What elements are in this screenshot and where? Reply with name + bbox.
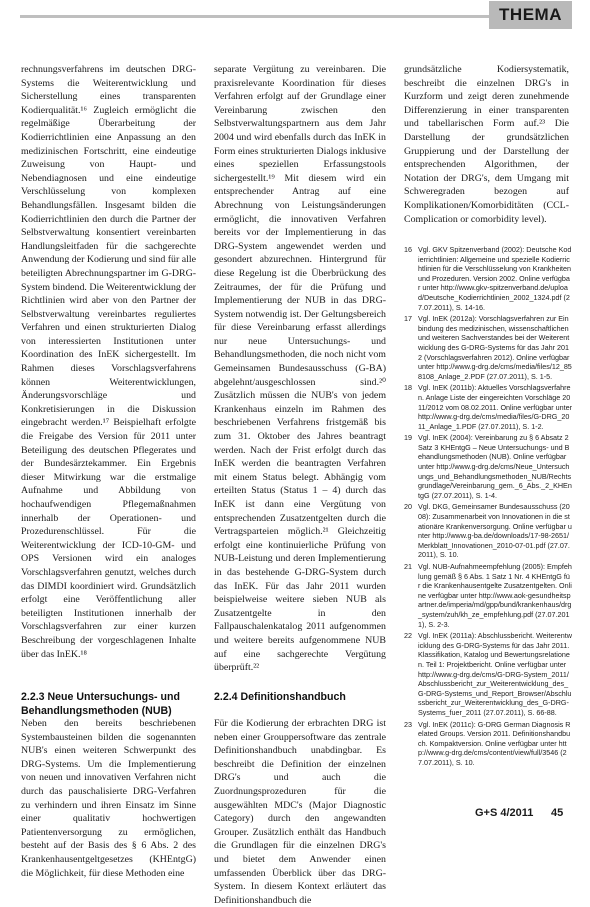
section-heading-nub: 2.2.3 Neue Untersuchungs- und Behandlungsmethoden (NUB): [21, 691, 180, 717]
footnote-text: Vgl. InEK (2011b): Aktuelles Vorschlagsverfahren. Anlage Liste der eingereichten Vorschläge 2011/2012 vom 08.02.2011. Online verfügbar unter http://www.g-drg.de/cms/media/files/G-DRG_2011_Anlage_1.PDF (27.07.2011), S. 1-2.: [418, 383, 572, 431]
footnote-number: 20: [404, 502, 412, 512]
footer-page-number: 45: [551, 807, 564, 819]
footnote-text: Vgl. InEK (2004): Vereinbarung zu § 6 Absatz 2 Satz 3 KHEntgG – Neue Untersuchungs- und Behandlungsmethoden (NUB). Online verfügbar unter http://www.g-drg.de/cms/Neue_Untersuchungs_und_Behandlungsmethoden_NUB/Rechtsgrundlage/Vereinbarung_gem._6_Abs._2_KHEntgG (27.07.2011), S. 1-4.: [418, 433, 572, 500]
footnote: [404, 502, 572, 560]
footnote-number: 23: [404, 719, 412, 729]
column-1: [21, 63, 196, 661]
footnote-text: Vgl. NUB-Aufnahmeempfehlung (2005): Empfehlung gemäß § 6 Abs. 1 Satz 1 Nr. 4 KHEntgG für die Krankenhausentgelte Zusatzentgelten. Online verfügbar unter http://www.aok-gesundheitspartner.de/imperia/md/gpp/bund/krankenhaus/drg_system/zuh/kh_ze_empfehlung.pdf (27.07.2011), S. 2-3.: [418, 562, 572, 629]
footer-magazine-issue: G+S 4/2011: [475, 807, 534, 819]
footnote: [404, 562, 572, 629]
column-3: [404, 63, 569, 226]
footnote-text: Vgl. GKV Spitzenverband (2002): Deutsche Kodierrichtlinien: Allgemeine und spezielle Kodierrichtlinien für die Verschlüsselung von Krankheiten und Prozeduren. Version 2002. Online verfügbar unter http://www.gkv-spitzenverband.de/upload/Deutsche_Kodierrichtlinien_2002_1324.pdf (27.07.2011), S. 14-16.: [418, 245, 572, 312]
footnote-number: 16: [404, 245, 412, 254]
column-3-text: grundsätzliche Kodiersystematik, beschreibt die einzelnen DRG's in Kurzform und zeigt deren zunehmende Differenzierung in einer transparenten und tabellarischen Form auf.²³ Die Darstellung der grundsätzlichen Gruppierung und der Darstellung der entsprechenden Algorithmen, der Notation der DRG's, dem Umgang mit Schweregraden bezogen auf Komplikationen/Komorbiditäten (CCL-Complication or comorbidity level).: [404, 64, 569, 225]
column-2-lower-text: Für die Kodierung der erbrachten DRG ist neben einer Grouppersoftware das zentrale Definitionshandbuch unabdingbar. Es beschreibt die Definition der einzelnen DRG's und auch die Zuordnungsprozeduren für die ausgewählten MDC's (Major Diagnostic Category) durch den angewandten Grouper. Zusätzlich enthält das Handbuch die Grundlagen für die einzelnen DRG's und bietet dem Anwender einen umfassenden Überblick über das DRG-System. In diesem Kontext erläutert das Definitionshandbuch die: [214, 718, 386, 906]
footnote: [404, 720, 572, 768]
column-1-lower-text: Neben den bereits beschriebenen Systembausteinen bilden die sogenannten NUB's einen weiteren Schwerpunkt des DRG-Systems. Um die Implementierung von neuen und innovativen Verfahren nicht durch das pauschalisierte DRG-Verfahren zu verhindern und ihren Einsatz im Sinne einer qualitativ hochwertigen Patientenversorgung zu ermöglichen, besteht auf der Basis des § 6 Abs. 2 des Krankenhausentgeltgesetzes (KHEntgG) die Möglichkeit, für diese Methoden eine: [21, 718, 196, 879]
footnotes: [404, 245, 572, 769]
footnote-text: Vgl. DKG, Gemeinsamer Bundesausschuss (2008): Zusammenarbeit von Innovationen in die stationäre Krankenversorgung. Online verfügbar unter http://www.g-ba.de/downloads/17-98-2651/Merkblatt_Innovationen_2010-07-01.pdf (27.07.2011), S. 10.: [418, 502, 572, 560]
footnote-number: 17: [404, 314, 412, 324]
footnote-number: 18: [404, 383, 412, 393]
section-heading-definitionshandbuch: 2.2.4 Definitionshandbuch: [214, 691, 346, 703]
footnote: [404, 314, 572, 381]
footnote-text: Vgl. InEK (2011c): G-DRG German Diagnosis Related Groups. Version 2011. Definitionshandbuch. Kompaktversion. Online verfügbar unter http://www.g-drg.de/cms/content/view/full/3546 (27.07.2011), S. 10.: [418, 719, 571, 767]
footnote: [404, 433, 572, 500]
footnote-text: Vgl. InEK (2012a): Vorschlagsverfahren zur Einbindung des medizinischen, wissenschaftlichen und weiteren Sachverstandes bei der Weiterentwicklung des G-DRG-Systems für das Jahr 2012 (Vorschlagsverfahren 2012). Online verfügbar unter http://www.g-drg.de/cms/media/files/12_858108_Anlage_2.PDF (27.07.2011), S. 1-5.: [418, 314, 572, 381]
column-1-text: rechnungsverfahrens im deutschen DRG-Systems die Weiterentwicklung und Sicherstellung eines transparenten Kodierqualität.¹⁶ Zugleich ermöglicht die regelmäßige Überarbeitung der Kodierrichtlinien eine Anpassung an den medizinischen Fortschritt, eine eindeutige Zuweisung von Haupt- und Nebendiagnosen und eine eindeutige Verschlüsselung von komplexen Behandlungsfällen. Insgesamt bilden die Kodierrichtlinien den durch die Partner der Selbstverwaltung konsentiert vereinbarten Handlungsleitfaden für die sachgerechte Anwendung der Kodierung und sind für alle beteiligten Abrechnungspartner im G-DRG-System bindend. Die Weiterentwicklung der Richtlinien wird aber von den Partner der Selbstverwaltung vereinbartes reguliertes Verfahren und einen strukturierten Dialog von interessierten Institutionen unter Koordination des InEK sichergestellt. Im Rahmen dieses Vorschlagsverfahrens können Weiterentwicklungen, Änderungsvorschläge und Konkretisierungen in die Diskussion eingebracht werden.¹⁷ Beispielhaft erfolgte die Freigabe des Version für 2011 unter Beteiligung des deutschen Pflegerates und der Bundesärztekammer. Ein Ergebnis dieser Mitwirkung war die erstmalige Aufnahme und Abbildung von hochaufwendigen Pflegemaßnahmen innerhalb der Operationen- und Prozedurenschlüssel. Für die Weiterentwicklung der ICD-10-GM- und OPS Versionen wird ein analoges Vorschlagsverfahren genutzt, welches durch das DIMDI koordiniert wird. Grundsätzlich erfolgt eine Veröffentlichung aller beteiligten Institutionen innerhalb der Vorschlagsverfahren zur einer kurzen Beschreibung der vorgeschlagenen Inhalte über das InEK.¹⁸: [21, 64, 196, 660]
footnote: [404, 631, 572, 717]
column-1-lower: [21, 717, 196, 880]
column-2-lower: [214, 717, 386, 907]
column-2: [214, 63, 386, 675]
section-label: THEMA: [489, 1, 572, 29]
footnote-number: 21: [404, 562, 412, 571]
footnote: [404, 245, 572, 312]
header-rule: [20, 15, 568, 18]
page-header: [0, 0, 590, 30]
footnote-text: Vgl. InEK (2011a): Abschlussbericht. Weiterentwicklung des G-DRG-Systems für das Jahr 2011. Klassifikation, Katalog und Bewertungsrelationen. Teil 1: Projektbericht. Online verfügbar unter http://www.g-drg.de/cms/G-DRG-System_2011/Abschlussbericht_zur_Weiterentwicklung_des_G-DRG-Systems_und_Report_Browser/Abschlussbericht_zur_Weiterentwicklung_des_G-DRG-Systems_fuer_2011 (27.07.2011), S. 66-88.: [418, 631, 572, 717]
footnote-number: 22: [404, 631, 412, 641]
footnote: [404, 383, 572, 431]
column-2-text: separate Vergütung zu vereinbaren. Die praxisrelevante Koordination für dieses Verfahren erfolgt auf der Grundlage einer Vereinbarung zwischen den Selbstverwaltungspartnern aus dem Jahr 2004 und wird ebenfalls durch das InEK in Form eines strukturierten Dialogs inklusive eines speziellen Erfassungstools sichergestellt.¹⁹ Mit diesem wird ein entsprechender Antrag auf eine Abrechnung von Leistungsänderungen ermöglicht, die innovativen Verfahren bereits vor der Implementierung in das DRG-System angewendet werden und gesondert abzurechnen. Hintergrund für diese Regelung ist die Überbrückung des Zeitraumes, der für die Prüfung und Implementierung der NUB in das DRG-System notwendig ist. Der Geltungsbereich für diese Vereinbarung erfasst allerdings nur neue Untersuchungs- und Behandlungsmethoden, die noch nicht vom Gemeinsamen Bundesausschuss (G-BA) abgelehnt/ausgeschlossen sind.²⁰ Zusätzlich müssen die NUB's von jedem Krankenhaus einzeln im Rahmen des beschriebenen Verfahrens fristgemäß bis zum 31. Oktober des Jahres beantragt werden. Nach der Frist erfolgt durch das InEK werden die beantragten Verfahren mit einem Status belegt. Abhängig vom erteilten Status (Status 1 – 4) durch das InEK ist dann eine Vergütung von entsprechenden Zusatzentgelten durch die Vertragsparteien möglich.²¹ Gleichzeitig erfolgt eine kontinuierliche Prüfung von NUB-Leistung und deren Implementierung in das bestehende G-DRG-System durch das InEK. Für das Jahr 2011 wurden beispielweise weitere sieben NUB als Zusatzentgelte in den Fallpauschalenkatalog 2011 aufgenommen und weitere bereits aufgenommene NUB auf eine sachgerechte Vergütung überprüft.²²: [214, 64, 386, 674]
footnote-number: 19: [404, 433, 412, 443]
